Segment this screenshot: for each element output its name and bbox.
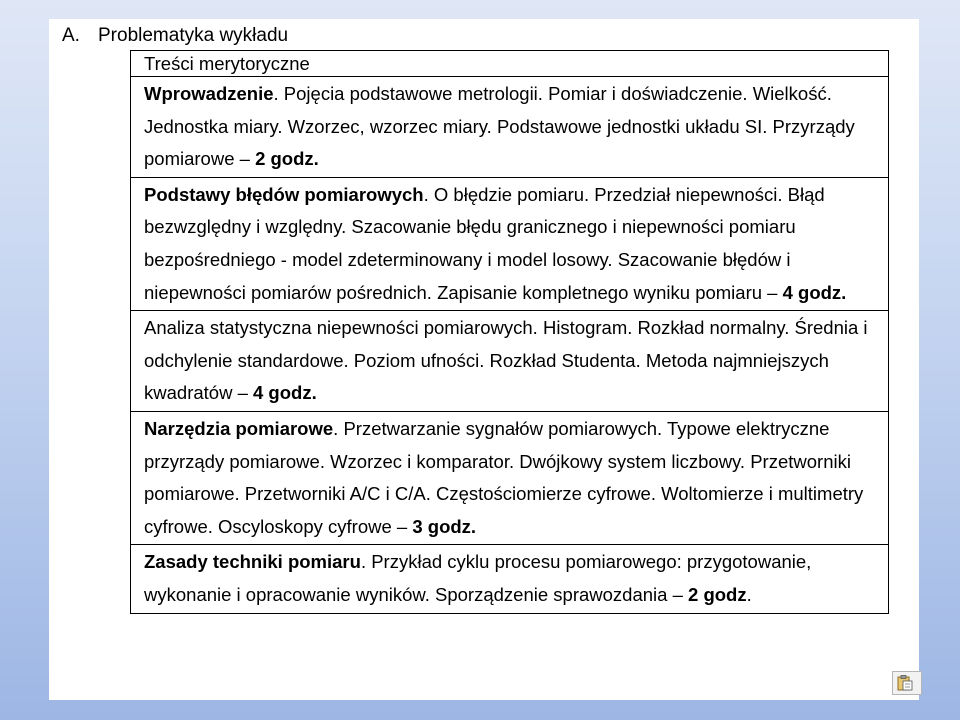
table-row (131, 77, 889, 178)
cell-hours: 4 godz. (782, 281, 847, 303)
section-title: Problematyka wykładu (98, 25, 289, 46)
cell-bold-lead: Zasady techniki pomiaru (144, 551, 361, 573)
table-cell (131, 545, 889, 613)
content-table (130, 50, 889, 614)
cell-hours: 2 godz (688, 583, 747, 605)
table-header-cell: Treści merytoryczne (131, 51, 889, 77)
cell-bold-lead: Podstawy błędów pomiarowych (144, 183, 424, 205)
table-cell (131, 311, 889, 412)
table-row (131, 411, 889, 544)
cell-tail: . (746, 583, 752, 605)
cell-hours: 4 godz. (253, 382, 317, 404)
table-row (131, 177, 889, 310)
cell-bold-lead: Narzędzia pomiarowe (144, 417, 334, 439)
clipboard-icon (897, 675, 917, 691)
table-cell (131, 177, 889, 310)
paste-options-icon[interactable] (892, 671, 922, 695)
section-letter: A. (62, 25, 80, 46)
cell-text: . Przetwarzanie sygnałów pomiarowych. Typowe elektryczne przyrządy pomiarowe. Wzorzec i komparator. Dwójkowy system liczbowy. Przetworniki pomiarowe. Przetworniki A/C i C/A. Częstościomierze cyfrowe. Woltomierze i multimetry cyfrowe. Oscyloskopy cyfrowe – (144, 417, 864, 537)
cell-text: . O błędzie pomiaru. Przedział niepewności. Błąd bezwzględny i względny. Szacowanie błędu granicznego i niepewności pomiaru bezpośredniego - model zdeterminowany i model losowy. Szacowanie błędów i niepewności pomiarów pośrednich. Zapisanie kompletnego wyniku pomiaru – (144, 183, 825, 303)
cell-bold-lead: Wprowadzenie (144, 83, 274, 104)
table-header-row (131, 51, 889, 77)
table-cell (131, 411, 889, 544)
cell-text: . Przykład cyklu procesu pomiarowego: przygotowanie, wykonanie i opracowanie wyników. Sporządzenie sprawozdania – (144, 551, 812, 605)
table-cell (131, 77, 889, 178)
table-row (131, 311, 889, 412)
cell-text: . Pojęcia podstawowe metrologii. Pomiar i doświadczenie. Wielkość. Jednostka miary. Wzorzec, wzorzec miary. Podstawowe jednostki układu SI. Przyrządy pomiarowe – (144, 83, 855, 170)
table-row (131, 545, 889, 613)
cell-text: Analiza statystyczna niepewności pomiarowych. Histogram. Rozkład normalny. Średnia i odchylenie standardowe. Poziom ufności. Rozkład Studenta. Metoda najmniejszych kwadratów – (144, 317, 868, 404)
section-heading (62, 24, 288, 48)
cell-hours: 3 godz. (412, 515, 477, 537)
document-page (49, 19, 919, 700)
cell-hours: 2 godz. (255, 148, 319, 170)
